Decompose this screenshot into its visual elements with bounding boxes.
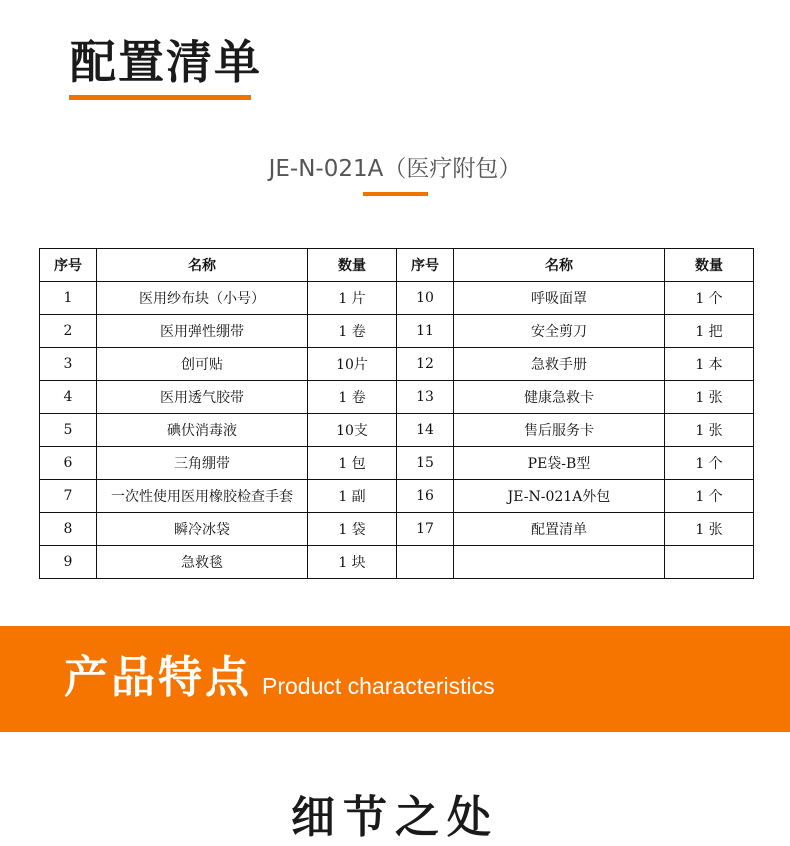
table-cell: 10 (397, 282, 454, 315)
table-cell: 1 卷 (308, 381, 397, 414)
table-cell: 三角绷带 (97, 447, 308, 480)
table-cell: 16 (397, 480, 454, 513)
features-banner-title-en: Product characteristics (262, 673, 495, 699)
table-cell: 1 块 (308, 546, 397, 579)
table-cell: 1 片 (308, 282, 397, 315)
table-row (40, 315, 754, 348)
table-cell: 1 个 (665, 282, 754, 315)
table-cell: 10片 (308, 348, 397, 381)
table-cell: 13 (397, 381, 454, 414)
table-cell: 一次性使用医用橡胶检查手套 (97, 480, 308, 513)
table-cell: 6 (40, 447, 97, 480)
table-cell: 急救毯 (97, 546, 308, 579)
header-name-right: 名称 (454, 249, 665, 282)
table-cell: 售后服务卡 (454, 414, 665, 447)
table-row (40, 546, 754, 579)
table-cell: 1 个 (665, 480, 754, 513)
table-row (40, 480, 754, 513)
table-cell: 12 (397, 348, 454, 381)
table-cell: 安全剪刀 (454, 315, 665, 348)
table-cell: 10支 (308, 414, 397, 447)
table-cell: 配置清单 (454, 513, 665, 546)
header-qty-right: 数量 (665, 249, 754, 282)
table-cell: 8 (40, 513, 97, 546)
table-row (40, 447, 754, 480)
table-cell (454, 546, 665, 579)
table-cell: 1 袋 (308, 513, 397, 546)
table-cell (665, 546, 754, 579)
table-cell: 1 个 (665, 447, 754, 480)
table-cell: 2 (40, 315, 97, 348)
table-cell: 3 (40, 348, 97, 381)
table-cell: 急救手册 (454, 348, 665, 381)
features-banner-title-cn: 产品特点 (64, 652, 252, 703)
table-cell: 7 (40, 480, 97, 513)
model-subtitle-underline (363, 192, 428, 196)
table-row (40, 282, 754, 315)
table-cell: 11 (397, 315, 454, 348)
table-cell: 医用弹性绷带 (97, 315, 308, 348)
table-cell: 1 本 (665, 348, 754, 381)
table-cell: 15 (397, 447, 454, 480)
table-cell: 医用纱布块（小号） (97, 282, 308, 315)
config-table (39, 248, 754, 579)
table-row (40, 513, 754, 546)
table-cell: 4 (40, 381, 97, 414)
header-seq-left: 序号 (40, 249, 97, 282)
table-cell: 呼吸面罩 (454, 282, 665, 315)
table-cell (397, 546, 454, 579)
table-cell: 17 (397, 513, 454, 546)
table-cell: 1 把 (665, 315, 754, 348)
table-cell: 1 张 (665, 414, 754, 447)
table-cell: 1 卷 (308, 315, 397, 348)
model-subtitle: JE-N-021A（医疗附包） (268, 156, 522, 182)
table-row (40, 414, 754, 447)
table-cell: 医用透气胶带 (97, 381, 308, 414)
section-title-underline (69, 95, 251, 100)
table-cell: 1 (40, 282, 97, 315)
table-cell: 1 副 (308, 480, 397, 513)
section-title: 配置清单 (70, 35, 262, 89)
table-cell: 1 张 (665, 381, 754, 414)
table-cell: PE袋-B型 (454, 447, 665, 480)
table-cell: 创可贴 (97, 348, 308, 381)
table-cell: 9 (40, 546, 97, 579)
table-header-row (40, 249, 754, 282)
table-cell: JE-N-021A外包 (454, 480, 665, 513)
table-row (40, 348, 754, 381)
details-section-title: 细节之处 (291, 792, 499, 843)
header-name-left: 名称 (97, 249, 308, 282)
table-cell: 14 (397, 414, 454, 447)
table-cell: 1 张 (665, 513, 754, 546)
header-qty-left: 数量 (308, 249, 397, 282)
table-cell: 1 包 (308, 447, 397, 480)
table-cell: 瞬冷冰袋 (97, 513, 308, 546)
table-body (40, 282, 754, 579)
table-row (40, 381, 754, 414)
header-seq-right: 序号 (397, 249, 454, 282)
table-cell: 健康急救卡 (454, 381, 665, 414)
table-cell: 5 (40, 414, 97, 447)
table-cell: 碘伏消毒液 (97, 414, 308, 447)
